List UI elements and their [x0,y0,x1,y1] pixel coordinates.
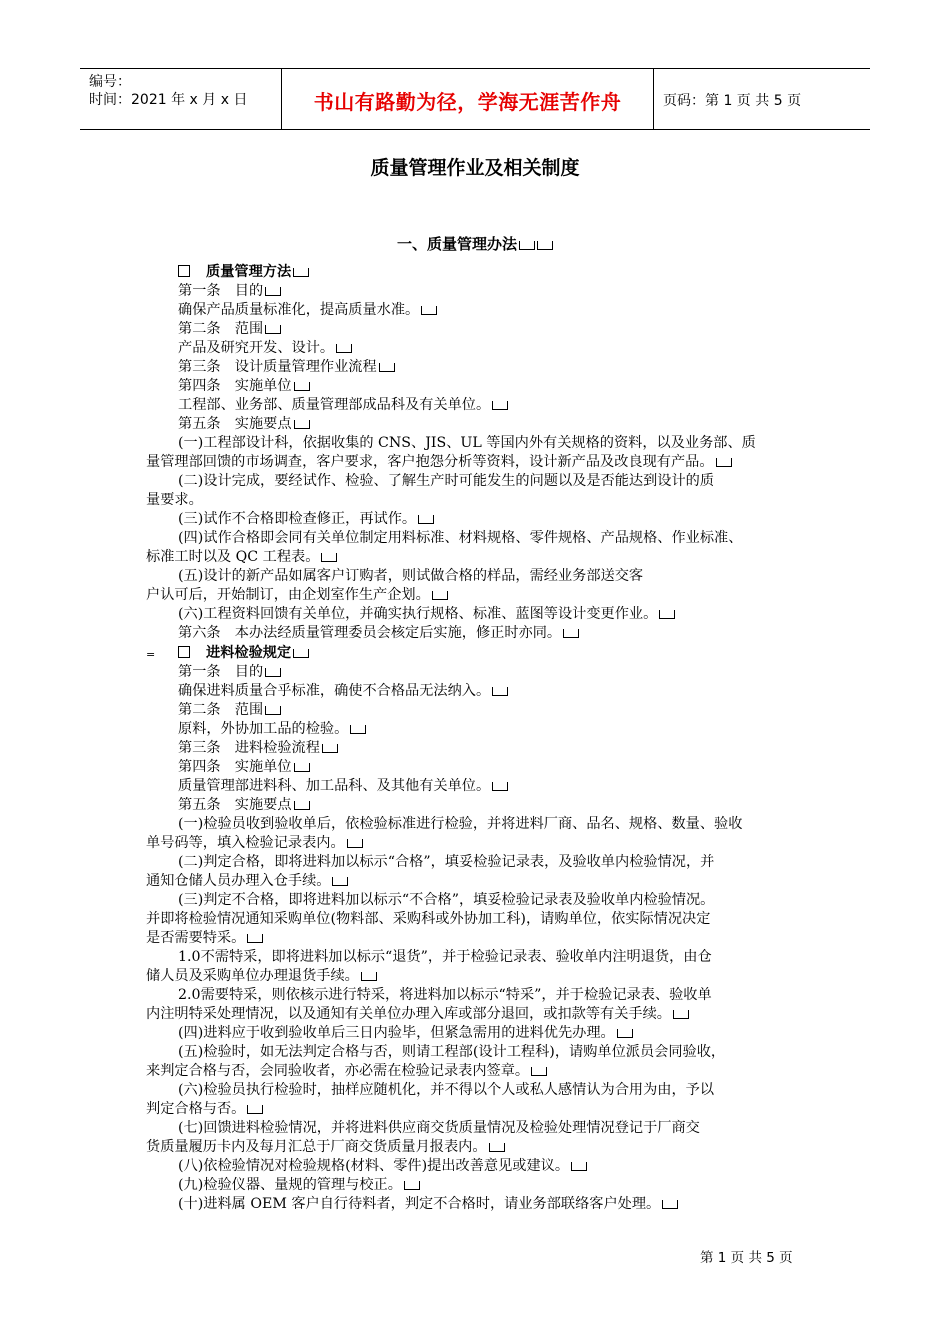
text-line: (五)检验时，如无法判定合格与否，则请工程部(设计工程科)，请购单位派员会同验收， [178,1044,726,1060]
text-line [146,967,377,986]
text-content: 判定合格与否。 [146,1101,246,1117]
paragraph-mark-icon [492,401,508,410]
text-line [178,282,281,301]
paragraph-mark-icon [265,325,281,334]
text-content: (八)依检验情况对检验规格(材料、零件)提出改善意见或建议。 [178,1158,570,1174]
paragraph-mark-icon [265,287,281,296]
paragraph-mark-icon [294,763,310,772]
text-line [178,701,281,720]
document-title: 质量管理作业及相关制度 [370,157,580,179]
text-line [146,1100,263,1119]
text-content: 标准工时以及 QC 工程表。 [146,549,320,565]
text-line [146,453,732,472]
text-content: 确保产品质量标准化，提高质量水准。 [178,302,420,318]
text-line [178,377,310,396]
section-heading-1 [0,233,950,254]
paragraph-mark-icon [617,1029,633,1038]
text-line [178,320,281,339]
paragraph-mark-icon [519,241,535,250]
subsection-heading-1-text: 质量管理方法 [206,264,292,280]
text-content: 通知仓储人员办理入仓手续。 [146,873,331,889]
paragraph-mark-icon [361,972,377,981]
text-line [146,834,363,853]
text-content: 工程部、业务部、质量管理部成品科及有关单位。 [178,397,491,413]
paragraph-mark-icon [294,420,310,429]
paragraph-mark-icon [404,1181,420,1190]
paragraph-mark-icon [492,782,508,791]
paragraph-mark-icon [563,629,579,638]
paragraph-mark-icon [336,344,352,353]
paragraph-mark-icon [321,553,337,562]
text-content: 第五条 实施要点 [178,416,292,432]
text-line [146,1062,547,1081]
paragraph-mark-icon [379,363,395,372]
checkbox-square-icon [178,646,190,658]
text-content: 第一条 目的 [178,283,264,299]
paragraph-mark-icon [673,1010,689,1019]
text-content: 户认可后，开始制订，由企划室作生产企划。 [146,587,430,603]
checkbox-square-icon [178,265,190,277]
text-content: 产品及研究开发、设计。 [178,340,335,356]
text-line [178,415,310,434]
paragraph-mark-icon [294,382,310,391]
text-content: 量管理部回馈的市场调查，客户要求，客户抱怨分析等资料，设计新产品及改良现有产品。 [146,454,714,470]
text-content: 确保进料质量合乎标准，确使不合格品无法纳入。 [178,683,491,699]
text-content: 货质量履历卡内及每月汇总于厂商交货质量月报表内。 [146,1139,487,1155]
text-line [146,1005,689,1024]
text-line: (四)试作合格即会同有关单位制定用料标准、材料规格、零件规格、产品规格、作业标准、 [178,530,743,546]
text-content: 是否需要特采。 [146,930,246,946]
text-line: (三)判定不合格，即将进料加以标示“不合格”，填妥检验记录表及验收单内检验情况。 [178,892,715,908]
text-line: 并即将检验情况通知采购单位(物料部、采购科或外协加工科)，请购单位，依实际情况决定 [146,911,711,927]
paragraph-mark-icon [350,725,366,734]
text-line [178,605,675,624]
text-content: (三)试作不合格即检查修正，再试作。 [178,511,417,527]
doc-number-label: 编号： [89,74,131,90]
text-content: 第二条 范围 [178,702,264,718]
text-line: (二)判定合格，即将进料加以标示“合格”，填妥检验记录表，及验收单内检验情况，并 [178,854,715,870]
paragraph-mark-icon [347,839,363,848]
text-line: (六)检验员执行检验时，抽样应随机化，并不得以个人或私人感情认为合用为由，予以 [178,1082,715,1098]
text-line [178,739,338,758]
date-label: 时间：2021 年 x 月 x 日 [89,92,248,108]
paragraph-mark-icon [531,1067,547,1076]
text-line [178,758,310,777]
text-line [146,1138,505,1157]
text-content: (十)进料属 OEM 客户自行待料者，判定不合格时，请业务部联络客户处理。 [178,1196,661,1212]
header-meta-cell [80,69,280,129]
section-heading-1-text: 一、质量管理办法 [396,235,517,253]
text-content: 第三条 设计质量管理作业流程 [178,359,377,375]
paragraph-mark-icon [716,458,732,467]
paragraph-mark-icon [659,610,675,619]
page-info: 页码：第 1 页 共 5 页 [663,93,802,109]
text-content: 第四条 实施单位 [178,759,292,775]
text-line [178,682,508,701]
paragraph-mark-icon [662,1200,678,1209]
text-line: (二)设计完成，要经试作、检验、了解生产时可能发生的问题以及是否能达到设计的质 [178,473,715,489]
text-line [146,929,263,948]
paragraph-mark-icon [489,1143,505,1152]
text-line [178,1176,420,1195]
text-content: 原料，外协加工品的检验。 [178,721,349,737]
text-content: (九)检验仪器、量规的管理与校正。 [178,1177,402,1193]
text-content: 第一条 目的 [178,664,264,680]
paragraph-mark-icon [294,801,310,810]
text-content: 储人员及采购单位办理退货手续。 [146,968,359,984]
text-line: (一)检验员收到验收单后，依检验标准进行检验，并将进料厂商、品名、规格、数量、验收 [178,816,743,832]
header-motto-cell [281,69,654,129]
text-line [178,720,366,739]
text-content: (六)工程资料回馈有关单位，并确实执行规格、标准、蓝图等设计变更作业。 [178,606,658,622]
text-line [146,872,348,891]
text-line [178,510,434,529]
text-content: 单号码等，填入检验记录表内。 [146,835,345,851]
text-line [178,1024,633,1043]
text-content: 第三条 进料检验流程 [178,740,320,756]
header-page-cell [653,69,870,129]
text-content: (四)进料应于收到验收单后三日内验毕，但紧急需用的进料优先办理。 [178,1025,615,1041]
paragraph-mark-icon [421,306,437,315]
text-line: 1.0不需特采，即将进料加以标示“退货”，并于检验记录表、验收单内注明退货，由仓 [178,949,712,965]
page-footer: 第 1 页 共 5 页 [700,1250,793,1266]
text-line: 2.0需要特采，则依核示进行特采，将进料加以标示“特采”，并于检验记录表、验收单 [178,987,712,1003]
paragraph-mark-icon [247,1105,263,1114]
paragraph-mark-icon [332,877,348,886]
paragraph-mark-icon [293,268,309,277]
paragraph-mark-icon [571,1162,587,1171]
text-line [178,301,437,320]
paragraph-mark-icon [322,744,338,753]
text-line: (一)工程部设计科，依据收集的 CNS、JIS、UL 等国内外有关规格的资料，以及业务部、质 [178,435,756,451]
paragraph-mark-icon [418,515,434,524]
text-content: 第四条 实施单位 [178,378,292,394]
paragraph-mark-icon [247,934,263,943]
text-line [178,1157,587,1176]
text-line [178,339,352,358]
text-content: 第五条 实施要点 [178,797,292,813]
subsection-heading-1 [178,263,309,282]
paragraph-mark-icon [537,241,553,250]
paragraph-mark-icon [492,687,508,696]
subsection-heading-2 [178,644,309,663]
subsection-heading-2-text: 进料检验规定 [206,645,292,661]
paragraph-mark-icon [293,649,309,658]
text-line: 量要求。 [146,492,203,508]
text-line [178,396,508,415]
motto-text: 书山有路勤为径，学海无涯苦作舟 [313,90,622,114]
section-prefix: = [146,648,156,661]
text-content: 来判定合格与否，会同验收者，亦必需在检验记录表内签章。 [146,1063,530,1079]
text-line [178,624,579,643]
page-header [80,68,870,130]
paragraph-mark-icon [432,591,448,600]
text-line [178,1195,678,1214]
text-line [178,796,310,815]
paragraph-mark-icon [265,706,281,715]
text-line [178,777,508,796]
text-line [178,358,395,377]
text-content: 质量管理部进料科、加工品科、及其他有关单位。 [178,778,491,794]
text-line: (七)回馈进料检验情况，并将进料供应商交货质量情况及检验处理情况登记于厂商交 [178,1120,700,1136]
text-line [146,548,337,567]
text-line [178,663,281,682]
text-content: 第六条 本办法经质量管理委员会核定后实施，修正时亦同。 [178,625,562,641]
text-line: (五)设计的新产品如属客户订购者，则试做合格的样品，需经业务部送交客 [178,568,644,584]
paragraph-mark-icon [265,668,281,677]
text-content: 第二条 范围 [178,321,264,337]
text-line [146,586,448,605]
text-content: 内注明特采处理情况，以及通知有关单位办理入库或部分退回，或扣款等有关手续。 [146,1006,671,1022]
